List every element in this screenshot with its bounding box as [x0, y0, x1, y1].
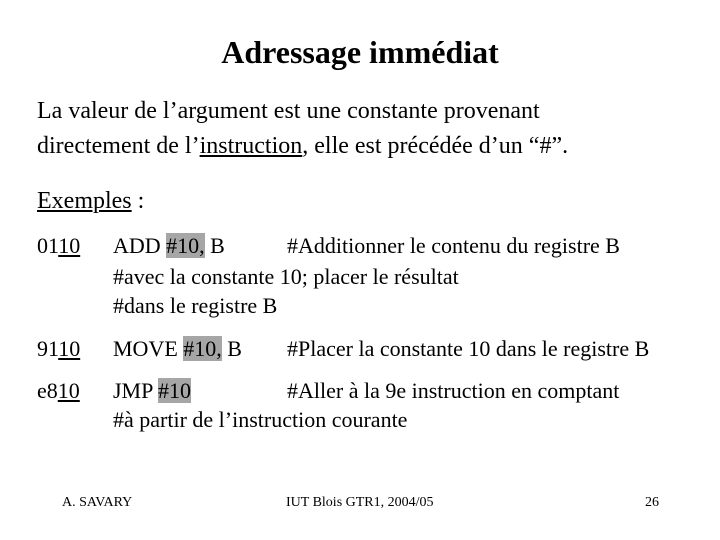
- example-3-immediate-operand: #10: [158, 378, 192, 403]
- example-1-code-suffix: 10: [58, 233, 81, 258]
- page-title: Adressage immédiat: [221, 34, 499, 70]
- example-3-code-prefix: e8: [37, 378, 58, 403]
- example-2-opcode: MOVE: [113, 336, 184, 361]
- example-1-comment-cont-2: #dans le registre B: [113, 293, 278, 318]
- example-2-code: [37, 333, 80, 364]
- example-3-comment: #Aller à la 9e instruction en comptant: [287, 378, 620, 403]
- footer-course: IUT Blois GTR1, 2004/05: [286, 495, 434, 510]
- footer-author: A. SAVARY: [62, 495, 133, 510]
- example-2-instruction: [113, 333, 242, 364]
- intro-line-1: La valeur de l’argument est une constante provenant: [37, 98, 540, 124]
- example-2-code-suffix: 10: [58, 336, 81, 361]
- examples-heading: [37, 184, 144, 219]
- instruction-term: instruction: [199, 133, 303, 159]
- example-3-opcode: JMP: [113, 378, 159, 403]
- example-2-register: B: [221, 336, 242, 361]
- example-1-opcode: ADD: [113, 233, 167, 258]
- examples-label: Exemples: [37, 188, 132, 214]
- intro-line-2-end: , elle est précédée d’un “#”.: [302, 133, 569, 159]
- example-3-comment-cont-1: #à partir de l’instruction courante: [113, 407, 408, 432]
- example-1-comment-cont-1: #avec la constante 10; placer le résultat: [113, 264, 459, 289]
- example-1-comment: #Additionner le contenu du registre B: [287, 233, 620, 258]
- example-3-instruction: [113, 375, 191, 406]
- example-1-immediate-operand: #10,: [166, 233, 205, 258]
- intro-line-2-start: directement de l’: [37, 133, 200, 159]
- example-2-immediate-operand: #10,: [183, 336, 222, 361]
- intro-line-2: [37, 129, 697, 164]
- example-3-code: [37, 375, 80, 406]
- example-1-instruction: [113, 230, 225, 261]
- intro-paragraph: [37, 94, 697, 164]
- example-2-code-prefix: 91: [37, 336, 59, 361]
- page-number: 26: [645, 495, 659, 510]
- example-1-code-prefix: 01: [37, 233, 59, 258]
- example-1-code: [37, 230, 80, 261]
- example-2-comment: #Placer la constante 10 dans le registre B: [287, 336, 650, 361]
- example-1-register: B: [204, 233, 225, 258]
- example-3-code-suffix: 10: [57, 378, 80, 403]
- examples-colon: :: [131, 188, 145, 214]
